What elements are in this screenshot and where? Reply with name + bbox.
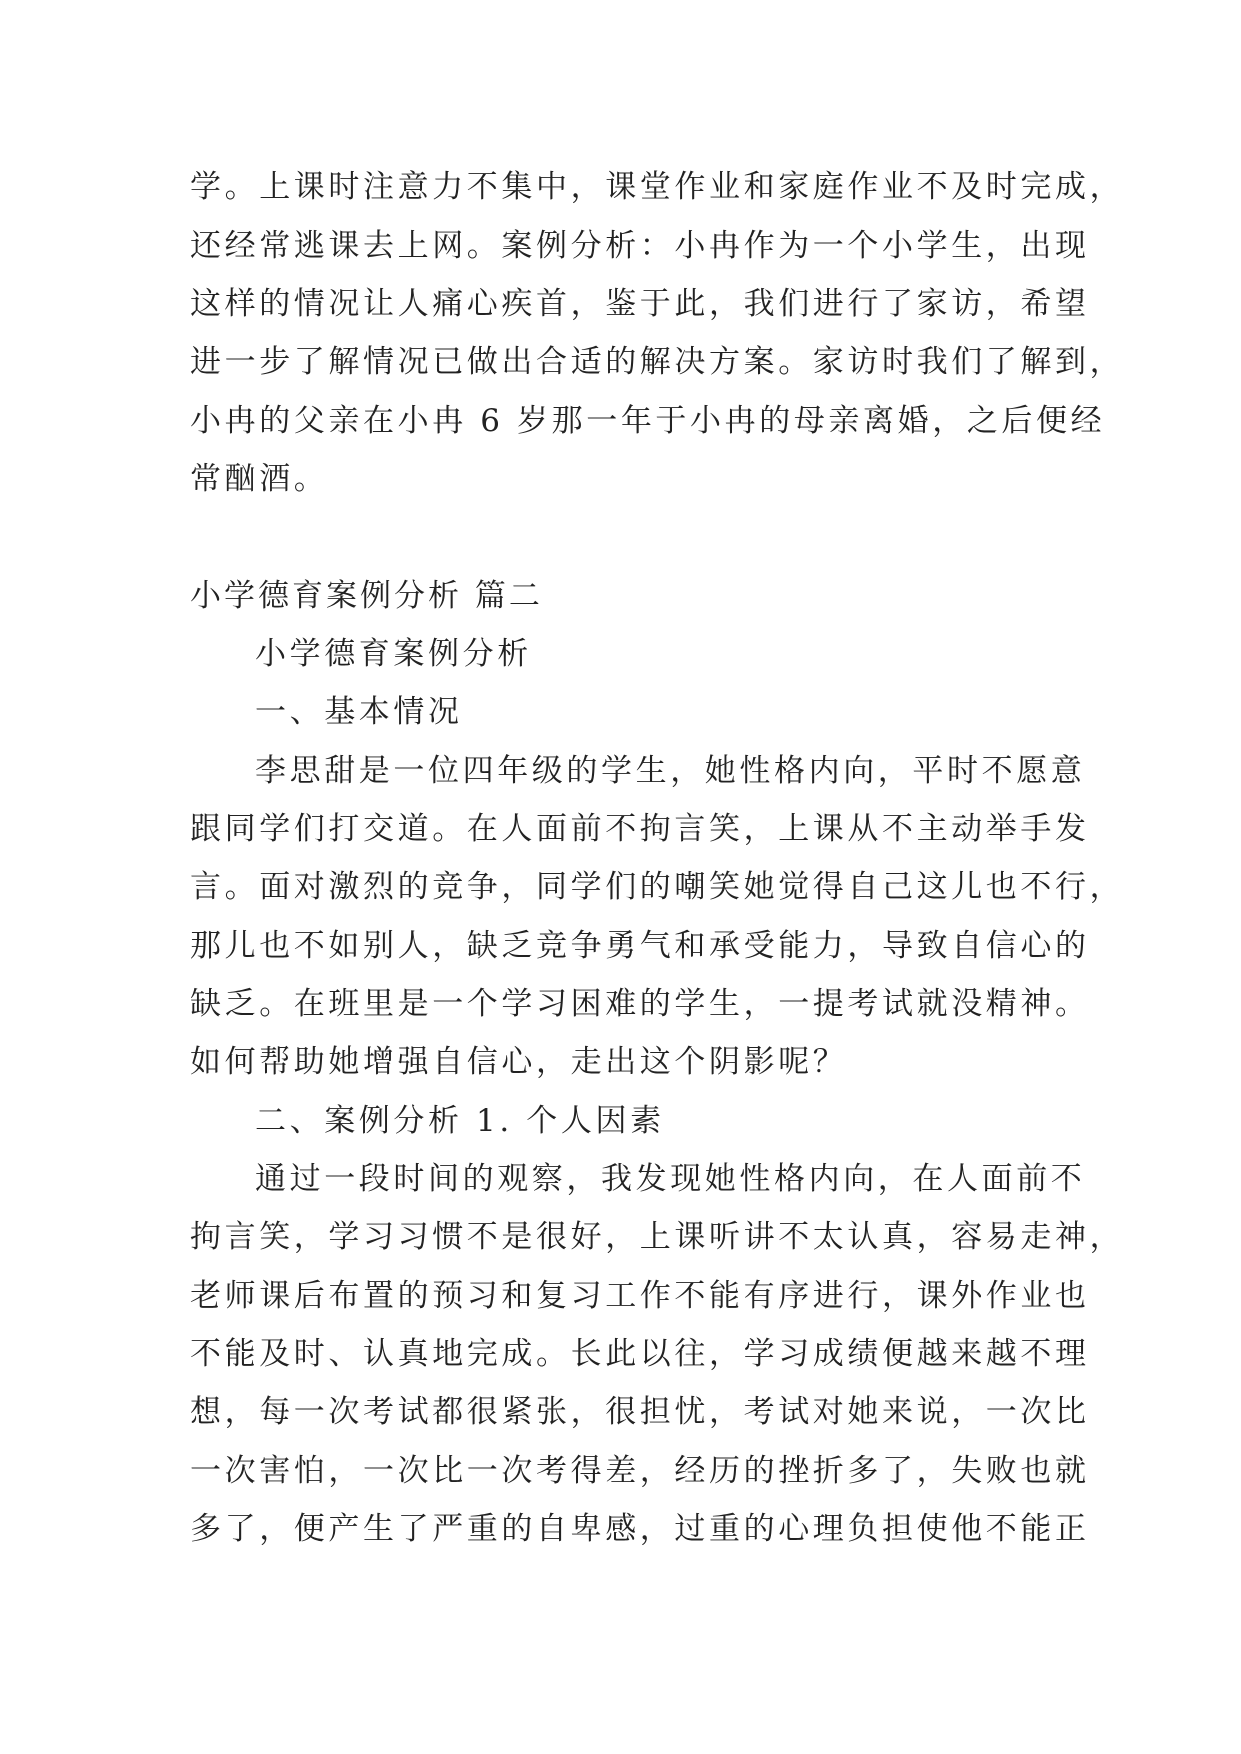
subheading-case-analysis: 二、案例分析 1. 个人因素 xyxy=(255,1103,665,1139)
text-line: 这样的情况让人痛心疾首，鉴于此，我们进行了家访，希望 xyxy=(190,286,1090,322)
text-line: 想，每一次考试都很紧张，很担忧，考试对她来说，一次比 xyxy=(190,1394,1090,1430)
text-line: 缺乏。在班里是一个学习困难的学生，一提考试就没精神。 xyxy=(190,986,1090,1022)
text-line: 小冉的父亲在小冉 6 岁那一年于小冉的母亲离婚，之后便经 xyxy=(190,403,1106,439)
text-line: 拘言笑，学习习惯不是很好，上课听讲不太认真，容易走神， xyxy=(190,1219,1125,1255)
text-line: 如何帮助她增强自信心，走出这个阴影呢？ xyxy=(190,1044,848,1080)
text-line: 学。上课时注意力不集中，课堂作业和家庭作业不及时完成， xyxy=(190,169,1125,205)
text-line: 老师课后布置的预习和复习工作不能有序进行，课外作业也 xyxy=(190,1278,1090,1314)
subheading-basic-situation: 一、基本情况 xyxy=(255,694,463,730)
text-line: 多了，便产生了严重的自卑感，过重的心理负担使他不能正 xyxy=(190,1511,1090,1547)
article-title: 小学德育案例分析 xyxy=(255,636,532,672)
text-line: 那儿也不如别人，缺乏竞争勇气和承受能力，导致自信心的 xyxy=(190,928,1090,964)
text-line: 不能及时、认真地完成。长此以往，学习成绩便越来越不理 xyxy=(190,1336,1090,1372)
text-line: 言。面对激烈的竞争，同学们的嘲笑她觉得自己这儿也不行， xyxy=(190,869,1125,905)
text-line: 常酗酒。 xyxy=(190,461,329,497)
text-line: 还经常逃课去上网。案例分析：小冉作为一个小学生，出现 xyxy=(190,228,1090,264)
text-line: 跟同学们打交道。在人面前不拘言笑，上课从不主动举手发 xyxy=(190,811,1090,847)
text-line: 李思甜是一位四年级的学生，她性格内向，平时不愿意 xyxy=(255,753,1086,789)
text-line: 通过一段时间的观察，我发现她性格内向，在人面前不 xyxy=(255,1161,1086,1197)
text-line: 一次害怕，一次比一次考得差，经历的挫折多了，失败也就 xyxy=(190,1453,1090,1489)
section-heading: 小学德育案例分析 篇二 xyxy=(190,578,543,614)
text-line: 进一步了解情况已做出合适的解决方案。家访时我们了解到， xyxy=(190,344,1125,380)
